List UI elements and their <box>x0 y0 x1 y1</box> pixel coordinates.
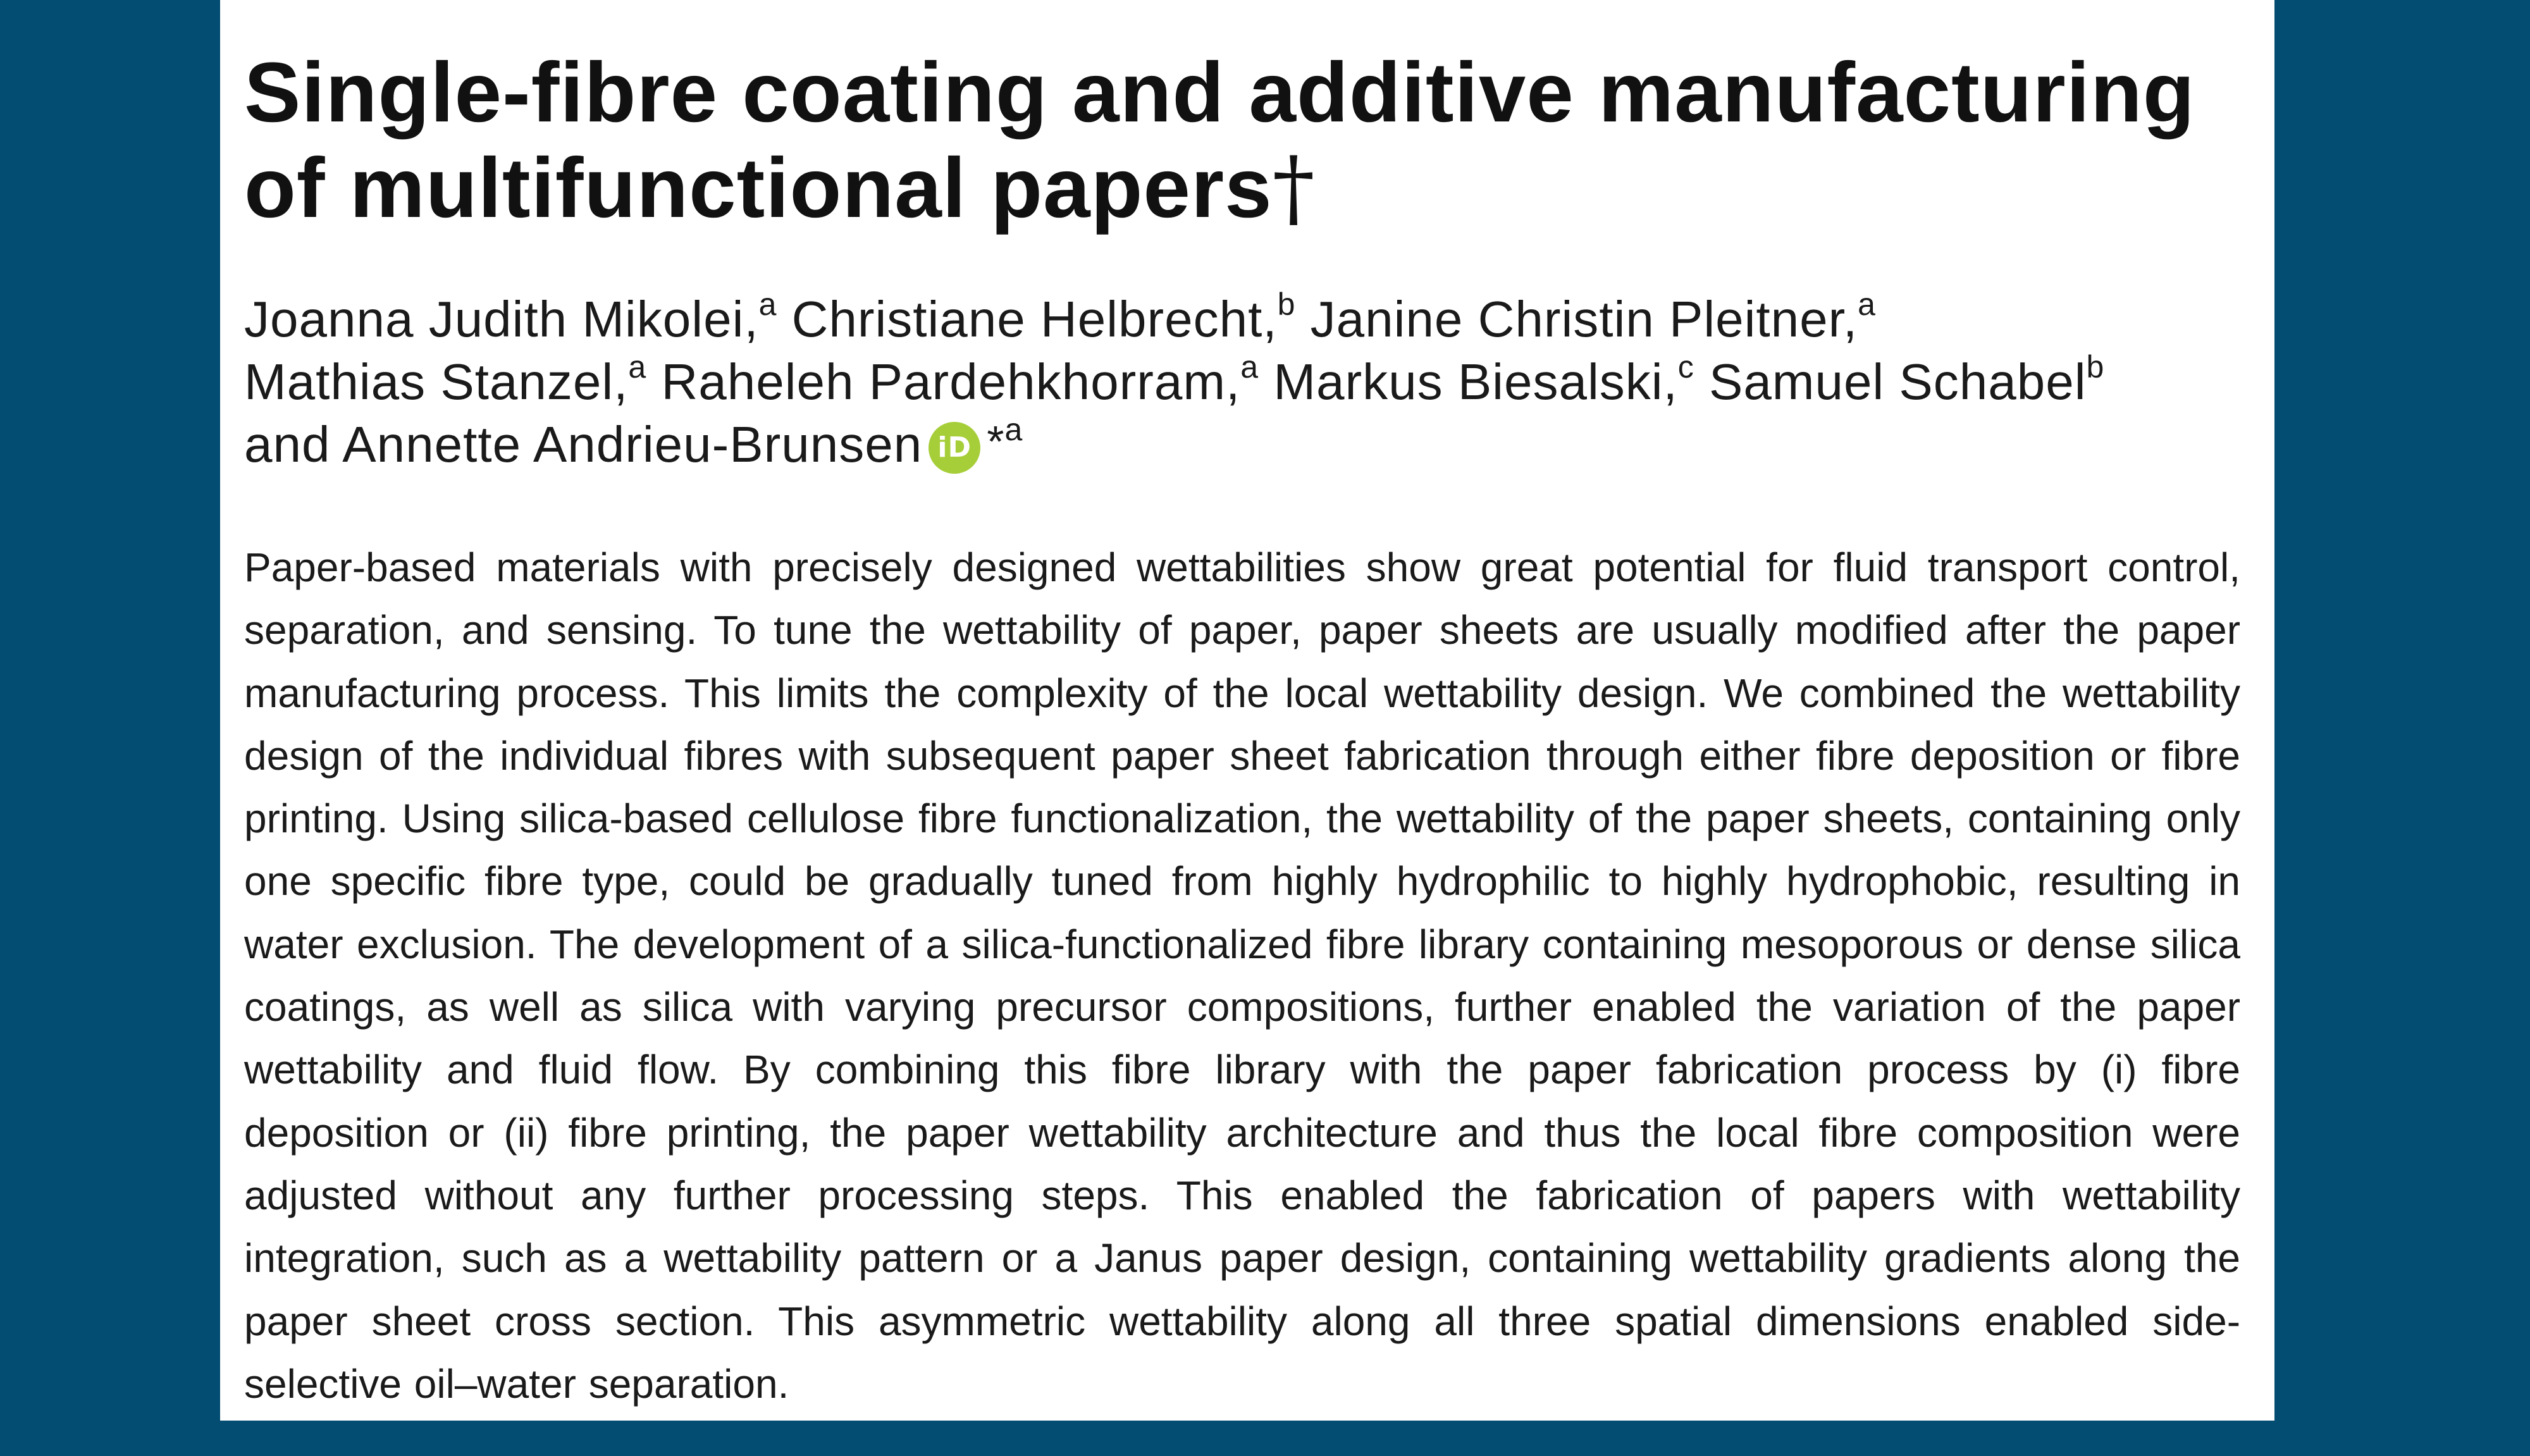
author-affiliation: b <box>2086 349 2105 385</box>
corresponding-author-mark: * <box>987 417 1005 466</box>
author-name: Joanna Judith Mikolei, <box>244 291 759 347</box>
author-name: Raheleh Pardehkhorram, <box>661 354 1241 410</box>
article-content <box>244 0 2240 1456</box>
paper-page <box>220 0 2274 1421</box>
author-list <box>244 288 2240 478</box>
author-name: Markus Biesalski, <box>1273 354 1678 410</box>
article-title-text: Single-fibre coating and additive manufacturing of multifunctional papers <box>244 46 2195 235</box>
author-affiliation: a <box>1240 349 1259 385</box>
author-affiliation: a <box>1004 412 1023 448</box>
author-affiliation: a <box>758 287 777 323</box>
article-title <box>244 0 2240 236</box>
title-footnote-mark: † <box>1272 139 1316 237</box>
author-name: Mathias Stanzel, <box>244 354 629 410</box>
author-affiliation: a <box>628 349 647 385</box>
author-name: Samuel Schabel <box>1708 354 2087 410</box>
author-affiliation: c <box>1677 349 1694 385</box>
orcid-icon[interactable]: iD <box>929 422 980 474</box>
author-name: Janine Christin Pleitner, <box>1310 291 1858 347</box>
author-affiliation: a <box>1858 287 1876 323</box>
author-name: Christiane Helbrecht, <box>791 291 1278 347</box>
author-name: and Annette Andrieu-Brunsen <box>244 416 923 472</box>
abstract-text: Paper-based materials with precisely designed wettabilities show great potential for fluid transport control, separation, and sensing. To tune the wettability of paper, paper sheets are usually modified after the paper manufacturing process. This limits the complexity of the local wettability design. We combined the wettability design of the individual fibres with subsequent paper sheet fabrication through either fibre deposition or fibre printing. Using silica-based cellulose fibre functionalization, the wettability of the paper sheets, containing only one specific fibre type, could be gradually tuned from highly hydrophilic to highly hydrophobic, resulting in water exclusion. The development of a silica-functionalized fibre library containing mesoporous or dense silica coatings, as well as silica with varying precursor compositions, further enabled the variation of the paper wettability and fluid flow. By combining this fibre library with the paper fabrication process by (i) fibre deposition or (ii) fibre printing, the paper wettability architecture and thus the local fibre composition were adjusted without any further processing steps. This enabled the fabrication of papers with wettability integration, such as a wettability pattern or a Janus paper design, containing wettability gradients along the paper sheet cross section. This asymmetric wettability along all three spatial dimensions enabled side-selective oil–water separation. <box>244 545 2240 1407</box>
author-affiliation: b <box>1277 287 1296 323</box>
